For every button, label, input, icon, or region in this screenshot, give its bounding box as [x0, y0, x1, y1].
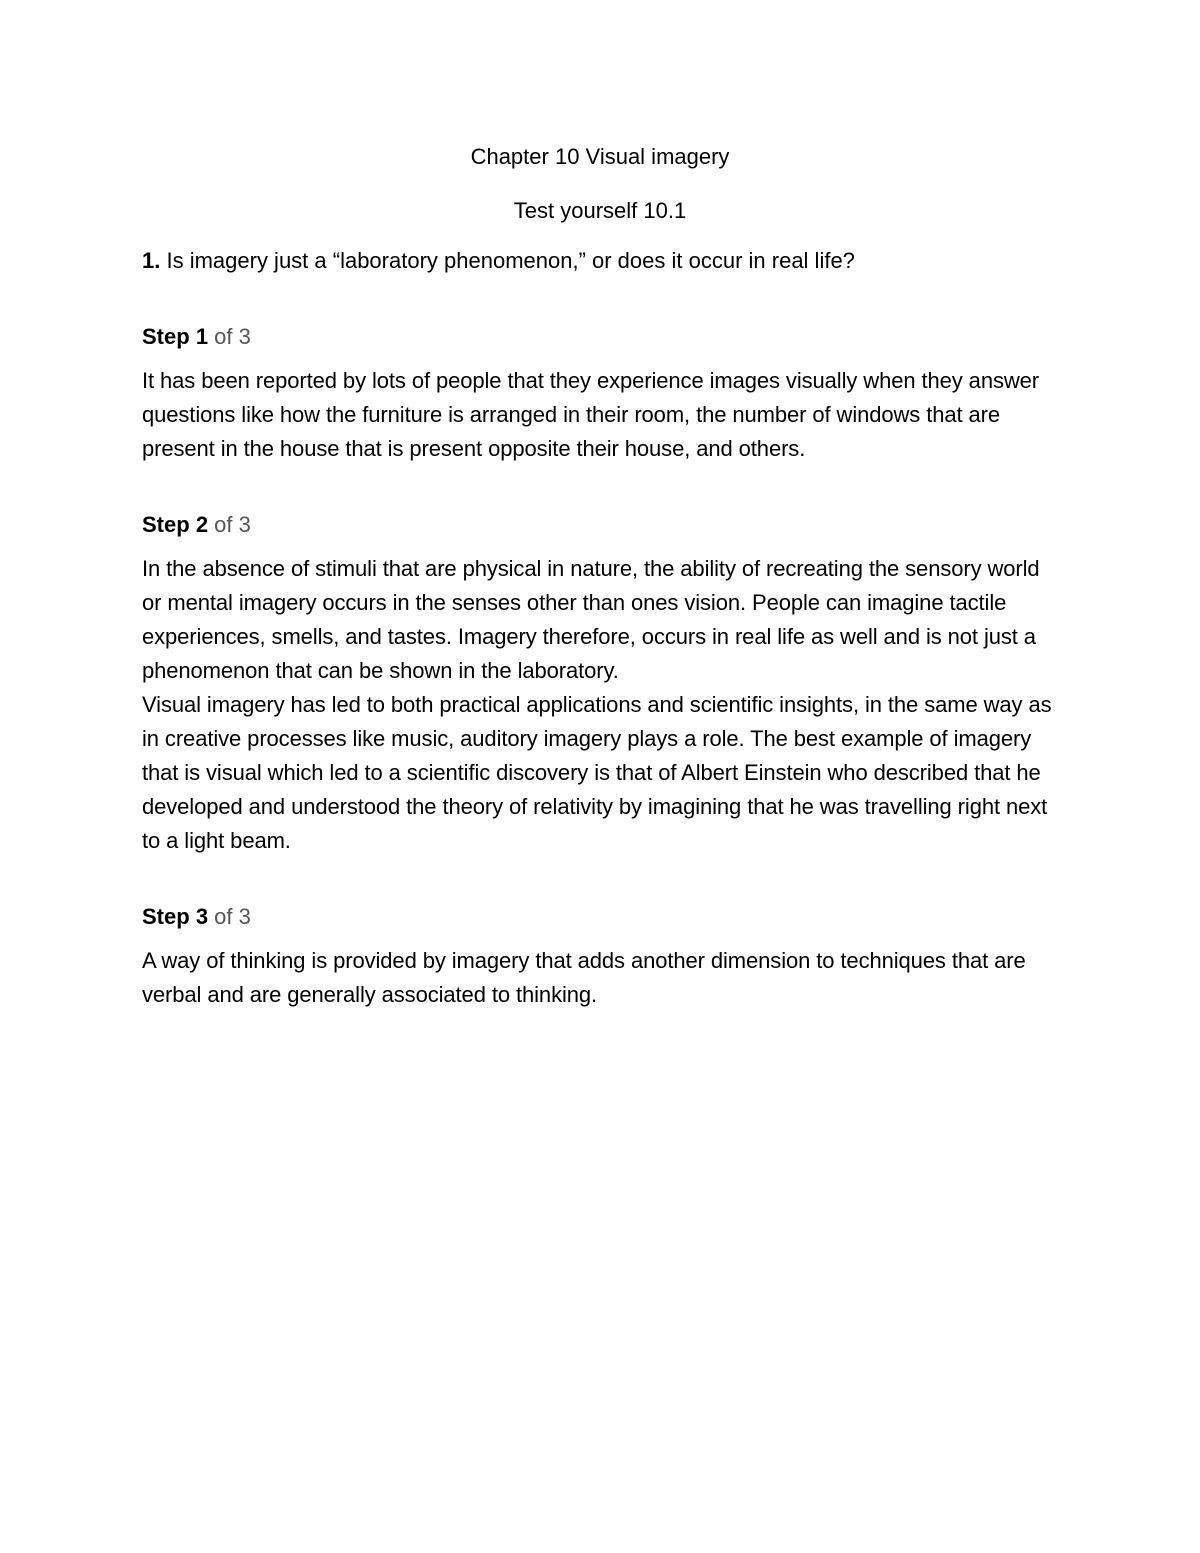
step-1-label: Step 1 — [142, 324, 209, 349]
question-number: 1. — [142, 248, 161, 273]
step-2-heading — [142, 508, 1058, 542]
step-3-paragraph-1: A way of thinking is provided by imagery that adds another dimension to techniques that are verbal and are generally associated to thinking. — [142, 948, 1026, 1007]
step-1-block — [142, 320, 1058, 466]
step-2-of: of 3 — [208, 512, 251, 537]
step-2-paragraph-1: In the absence of stimuli that are physical in nature, the ability of recreating the sensory world or mental imagery occurs in the senses other than ones vision. People can imagine tactile experiences, smells, and tastes. Imagery therefore, occurs in real life as well and is not just a phenomenon that can be shown in the laboratory. — [142, 556, 1040, 683]
document-subtitle: Test yourself 10.1 — [513, 198, 687, 223]
step-2-paragraph-2: Visual imagery has led to both practical applications and scientific insights, in the same way as in creative processes like music, auditory imagery plays a role. The best example of imagery that is visual which led to a scientific discovery is that of Albert Einstein who described that he developed and understood the theory of relativity by imagining that he was travelling right next to a light beam. — [142, 692, 1052, 853]
step-3-heading — [142, 900, 1058, 934]
step-1-paragraph-1: It has been reported by lots of people that they experience images visually when they answer questions like how the furniture is arranged in their room, the number of windows that are present in the house that is present opposite their house, and others. — [142, 368, 1040, 461]
step-3-label: Step 3 — [142, 904, 209, 929]
step-1-heading — [142, 320, 1058, 354]
question-1 — [142, 244, 1058, 278]
question-text: Is imagery just a “laboratory phenomenon,” or does it occur in real life? — [160, 248, 855, 273]
step-3-of: of 3 — [208, 904, 251, 929]
document-title: Chapter 10 Visual imagery — [470, 144, 730, 169]
step-3-block — [142, 900, 1058, 1012]
step-2-block — [142, 508, 1058, 858]
document-content — [142, 140, 1058, 1054]
step-2-label: Step 2 — [142, 512, 209, 537]
step-1-of: of 3 — [208, 324, 251, 349]
